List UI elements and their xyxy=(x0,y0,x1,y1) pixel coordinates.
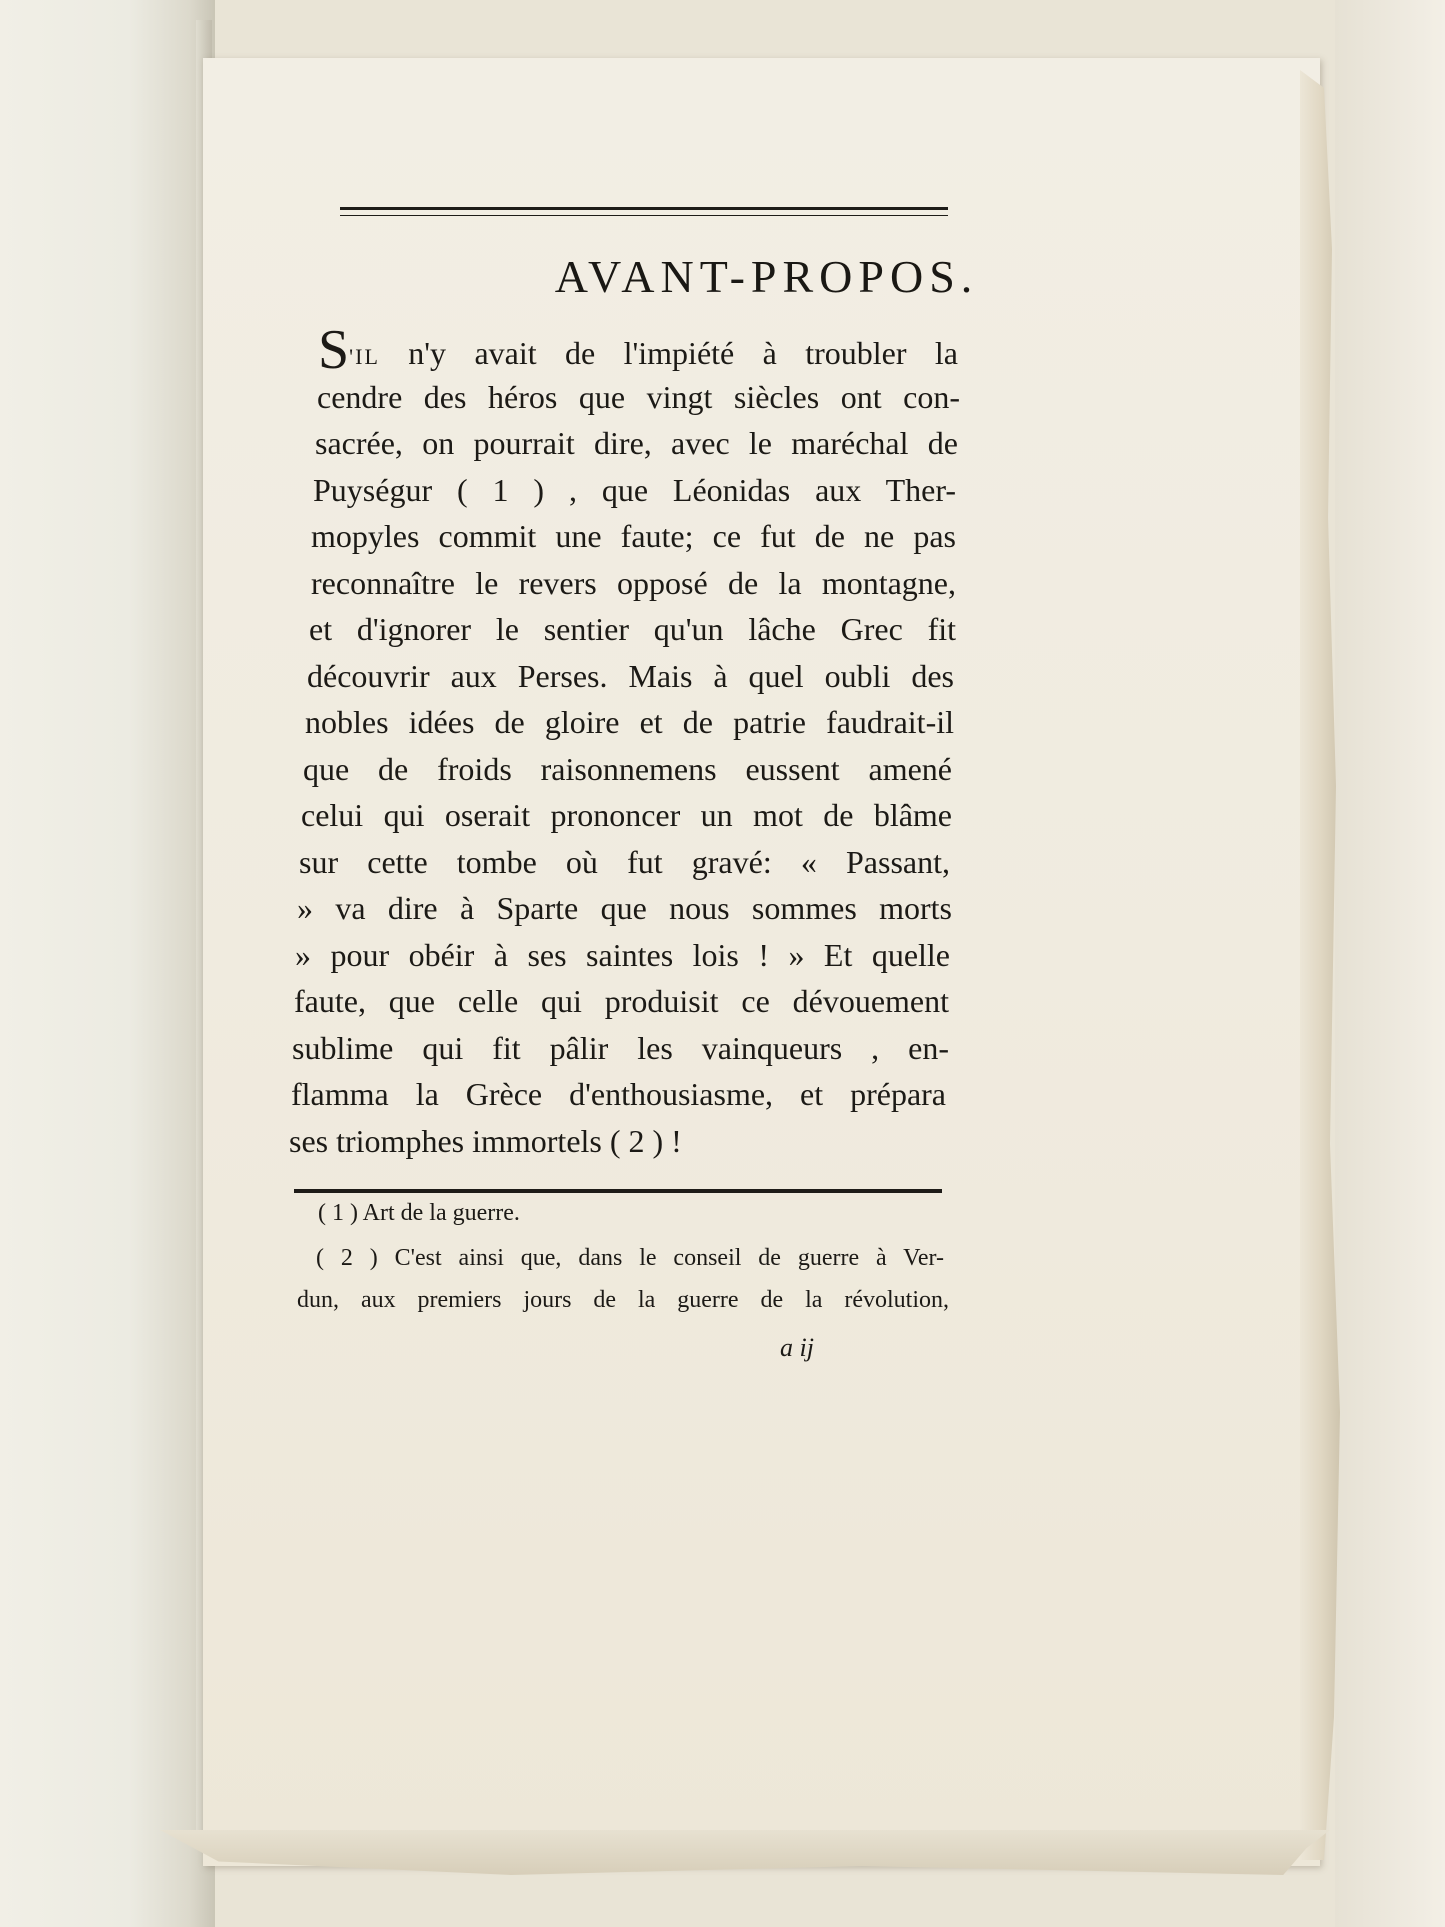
body-line: sublime qui fit pâlir les vainqueurs , en- xyxy=(292,1029,949,1066)
line-text: n'y avait de l'impiété à troubler la xyxy=(379,335,958,371)
body-line: découvrir aux Perses. Mais à quel oubli des xyxy=(307,657,954,694)
body-line: » va dire à Sparte que nous sommes morts xyxy=(297,890,952,926)
body-line: faute, que celle qui produisit ce dévouement xyxy=(294,983,949,1019)
drop-cap: S xyxy=(318,319,350,381)
top-rule-thin xyxy=(340,215,948,216)
page-edge-right xyxy=(1300,70,1340,1860)
body-line: ses triomphes immortels ( 2 ) ! xyxy=(289,1122,682,1159)
footnote-line: ( 1 ) Art de la guerre. xyxy=(318,1200,520,1226)
body-line: Puységur ( 1 ) , que Léonidas aux Ther- xyxy=(313,471,956,508)
footnote-rule xyxy=(294,1189,942,1193)
body-line: sacrée, on pourrait dire, avec le maréchal de xyxy=(315,425,958,461)
body-line: » pour obéir à ses saintes lois ! » Et quelle xyxy=(295,936,950,973)
body-line: cendre des héros que vingt siècles ont con- xyxy=(317,378,960,415)
body-line: flamma la Grèce d'enthousiasme, et prépara xyxy=(291,1076,946,1112)
body-line: sur cette tombe où fut gravé: « Passant, xyxy=(299,843,950,880)
body-line: reconnaître le revers opposé de la montagne, xyxy=(311,564,956,601)
footnote-line: ( 2 ) C'est ainsi que, dans le conseil de guerre à Ver- xyxy=(316,1245,944,1271)
top-double-rule xyxy=(340,207,948,219)
top-rule-thick xyxy=(340,207,948,210)
body-line: que de froids raisonnemens eussent amené xyxy=(303,750,952,787)
small-caps: 'IL xyxy=(349,344,380,369)
signature-mark: a ij xyxy=(780,1333,814,1362)
body-line: et d'ignorer le sentier qu'un lâche Grec fit xyxy=(309,611,956,647)
body-line: celui qui oserait prononcer un mot de blâme xyxy=(301,797,952,833)
body-line: mopyles commit une faute; ce fut de ne pas xyxy=(311,518,956,554)
body-line: nobles idées de gloire et de patrie faudrait-il xyxy=(305,704,954,740)
footnote-line: dun, aux premiers jours de la guerre de la révolution, xyxy=(297,1287,949,1313)
page-title xyxy=(0,250,1445,303)
body-line xyxy=(318,319,958,381)
page-title-text: AVANT-PROPOS. xyxy=(554,251,979,302)
page-edge-bottom xyxy=(160,1830,1330,1875)
